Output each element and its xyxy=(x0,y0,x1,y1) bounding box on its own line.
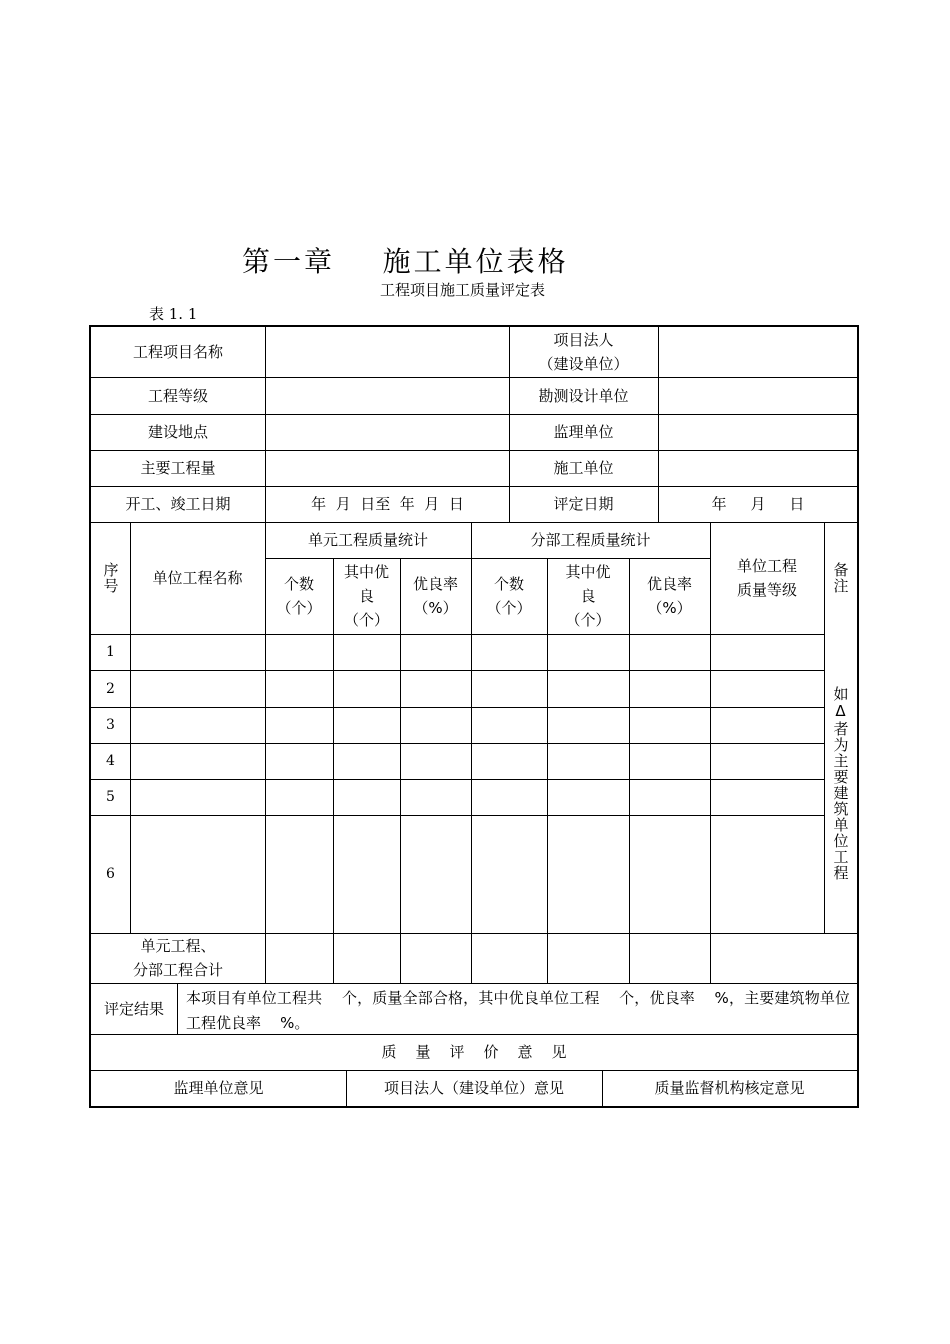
rule xyxy=(91,670,824,671)
supervisor-opinion-header: 监理单位意见 xyxy=(173,1079,264,1097)
rate-unit: （%） xyxy=(647,599,692,617)
grade-field[interactable] xyxy=(266,377,509,414)
unit-grade-line1: 单位工程 xyxy=(736,557,797,575)
rule xyxy=(91,983,857,984)
element-excellent-header xyxy=(333,558,400,634)
rule xyxy=(91,815,824,816)
count-unit: （个） xyxy=(486,599,532,617)
excellent-line1: 其中优 xyxy=(565,563,611,581)
seq-header-text: 序号 xyxy=(101,562,120,594)
count-label: 个数 xyxy=(283,575,314,593)
location-field[interactable] xyxy=(266,414,509,450)
chapter-title: 第一章 施工单位表格 xyxy=(242,245,569,278)
rule xyxy=(91,707,824,708)
evaluation-table xyxy=(89,325,859,1108)
rule xyxy=(177,983,178,1034)
element-count-header xyxy=(265,558,333,634)
construction-unit-field[interactable] xyxy=(659,450,857,486)
totals-label xyxy=(91,933,265,983)
row-number: 3 xyxy=(106,717,115,733)
row-number: 2 xyxy=(106,680,115,697)
project-name-field[interactable] xyxy=(266,327,509,377)
location-label: 建设地点 xyxy=(147,423,208,441)
seq-header xyxy=(91,522,130,634)
element-rate-header xyxy=(400,558,471,634)
design-unit-label: 勘测设计单位 xyxy=(538,386,629,405)
excellent-line3: （个） xyxy=(565,611,611,629)
remark-note xyxy=(824,634,857,933)
remark-note-text: 如Δ者为主要建筑单位工程 xyxy=(831,686,850,881)
result-text: 本项目有单位工程共 个，质量全部合格，其中优良单位工程 个，优良率 %，主要建筑物单位工程优良率 %。 xyxy=(186,989,850,1032)
row-number: 6 xyxy=(106,866,115,882)
design-unit-field[interactable] xyxy=(659,377,857,414)
remark-header-text: 备注 xyxy=(831,562,850,594)
form-title: 工程项目施工质量评定表 xyxy=(380,281,546,299)
period-label: 开工、竣工日期 xyxy=(125,495,231,513)
eval-date-value[interactable]: 年 月 日 xyxy=(711,495,805,513)
element-stats-header: 单元工程质量统计 xyxy=(307,531,428,549)
excellent-line2: 良 xyxy=(580,587,596,605)
rate-label: 优良率 xyxy=(412,575,458,593)
owner-opinion-header: 项目法人（建设单位）意见 xyxy=(383,1079,564,1097)
grade-label: 工程等级 xyxy=(147,386,208,405)
rate-label: 优良率 xyxy=(646,575,692,593)
supervisor-field[interactable] xyxy=(659,414,857,450)
count-unit: （个） xyxy=(276,599,322,617)
division-rate-header xyxy=(629,558,710,634)
rate-unit: （%） xyxy=(413,599,458,617)
rule xyxy=(91,743,824,744)
construction-unit-label: 施工单位 xyxy=(553,459,614,477)
eval-date-label: 评定日期 xyxy=(553,495,614,513)
main-quantity-field[interactable] xyxy=(266,450,509,486)
remark-header xyxy=(824,522,857,634)
unit-grade-line2: 质量等级 xyxy=(736,581,797,599)
rule xyxy=(91,634,824,635)
supervisor-label: 监理单位 xyxy=(553,423,614,441)
excellent-line3: （个） xyxy=(343,611,389,629)
legal-person-label xyxy=(509,327,658,377)
rule xyxy=(91,779,824,780)
project-name-label: 工程项目名称 xyxy=(132,343,223,361)
totals-label-line2: 分部工程合计 xyxy=(132,961,223,979)
legal-person-label-line1: 项目法人 xyxy=(553,331,614,349)
main-quantity-label: 主要工程量 xyxy=(140,459,216,477)
division-excellent-header xyxy=(547,558,629,634)
table-number: 表 1. 1 xyxy=(149,305,198,323)
result-label: 评定结果 xyxy=(103,999,164,1018)
period-value[interactable]: 年 月 日至 年 月 日 xyxy=(311,495,464,513)
division-stats-header: 分部工程质量统计 xyxy=(530,531,651,549)
legal-person-field[interactable] xyxy=(659,327,857,377)
legal-person-label-line2: （建设单位） xyxy=(538,355,629,373)
opinion-section-title: 质量评价意见 xyxy=(381,1043,586,1061)
excellent-line1: 其中优 xyxy=(343,563,389,581)
count-label: 个数 xyxy=(493,575,524,593)
row-number: 4 xyxy=(106,753,115,769)
totals-label-line1: 单元工程、 xyxy=(140,937,216,955)
row-number: 1 xyxy=(106,644,115,660)
division-count-header xyxy=(471,558,547,634)
quality-agency-opinion-header: 质量监督机构核定意见 xyxy=(654,1079,805,1097)
unit-grade-header xyxy=(710,522,824,634)
row-number: 5 xyxy=(106,789,115,805)
excellent-line2: 良 xyxy=(358,587,374,605)
unit-name-header: 单位工程名称 xyxy=(152,569,243,587)
